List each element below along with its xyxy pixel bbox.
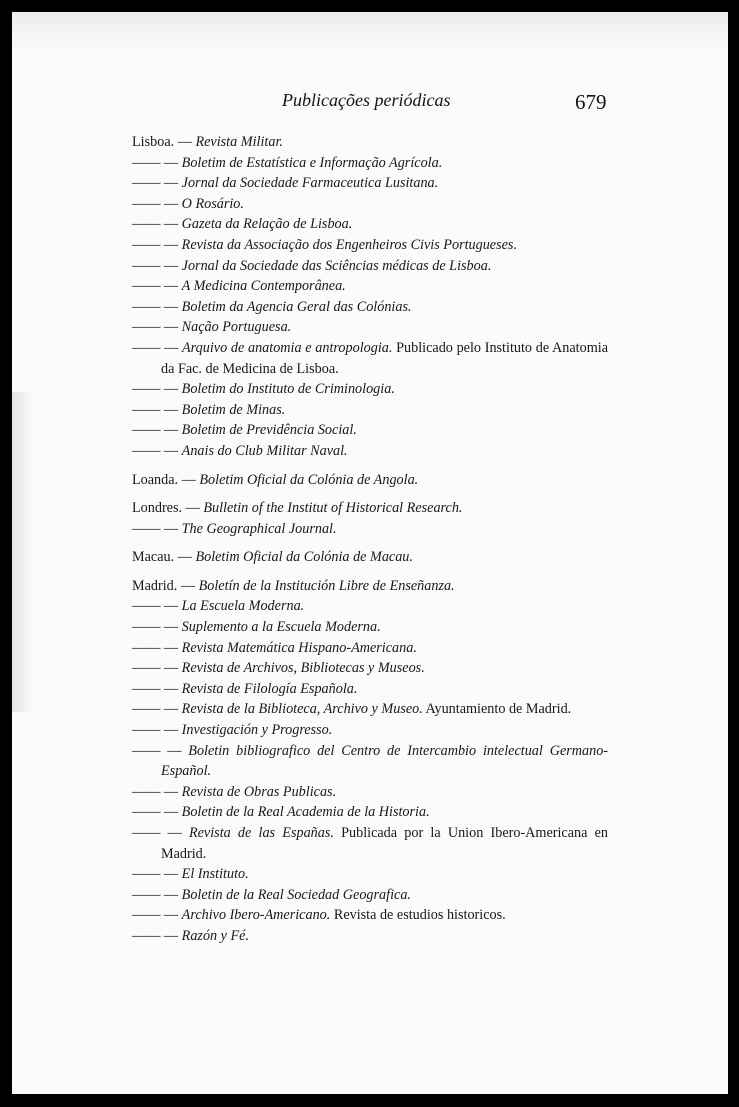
page-number: 679: [575, 90, 607, 114]
list-item: [132, 498, 608, 519]
entry-place: —— —: [132, 298, 182, 315]
entry-note: Ayuntamiento de Madrid.: [422, 701, 572, 718]
entry-title: Razón y Fé.: [181, 927, 250, 944]
list-item: [132, 400, 608, 421]
list-item: [132, 470, 608, 491]
entry-note: Publicado pelo Instituto de Anatomia da Fac. de Medicina de Lisboa.: [161, 339, 608, 377]
list-item: [132, 596, 608, 617]
list-item: [132, 276, 608, 297]
entry-title: Revista Matemática Hispano-Americana.: [181, 639, 417, 656]
list-item: [132, 679, 608, 700]
list-item: [132, 617, 608, 638]
entry-title: Suplemento a la Escuela Moderna.: [181, 619, 381, 636]
entry-place: —— —: [132, 319, 182, 336]
entry-title: Nação Portuguesa.: [181, 319, 292, 336]
list-item: [132, 214, 608, 235]
list-item: [132, 802, 608, 823]
entry-place: —— —: [132, 278, 182, 295]
list-item: [132, 720, 608, 741]
entry-title: Arquivo de anatomia e antropologia.: [181, 339, 393, 356]
list-item: [132, 153, 608, 174]
entry-place: —— —: [132, 216, 182, 233]
running-title: Publicações periódicas: [282, 90, 451, 110]
list-item: [132, 699, 608, 720]
entry-place: Londres. —: [132, 500, 204, 517]
entry-title: La Escuela Moderna.: [181, 598, 305, 615]
list-item: [132, 297, 608, 318]
entry-title: Anais do Club Militar Naval.: [181, 442, 348, 459]
entry-title: Boletim de Previdência Social.: [181, 422, 357, 439]
entry-title: Revista de Filología Española.: [181, 680, 358, 697]
entry-title: Revista da Associação dos Engenheiros Civis Portugueses.: [181, 236, 517, 253]
entry-note: Publicada por la Union Ibero-Americana en Madrid.: [161, 825, 608, 862]
list-item: [132, 420, 608, 441]
entry-title: Revista de las Españas.: [188, 825, 334, 841]
entry-place: —— —: [132, 660, 182, 677]
entry-title: Boletim de Estatística e Informação Agrícola.: [181, 154, 443, 171]
entry-title: Boletim Oficial da Colónia de Angola.: [199, 471, 419, 488]
entry-place: —— —: [132, 619, 182, 636]
entry-place: —— —: [132, 701, 182, 718]
list-item: [132, 317, 608, 338]
entry-title: Boletim de Minas.: [181, 401, 286, 418]
entry-note: Revista de estudios historicos.: [330, 907, 506, 924]
entry-title: Boletim do Instituto de Criminologia.: [181, 381, 395, 398]
entry-place: —— —: [132, 804, 182, 821]
list-item: [132, 741, 608, 782]
periodicals-list: [132, 132, 608, 947]
entry-place: —— —: [132, 520, 182, 537]
entry-place: —— —: [132, 236, 182, 253]
entry-place: —— —: [132, 422, 182, 439]
entry-title: Bulletin of the Institut of Historical Research.: [203, 500, 463, 517]
entry-place: —— —: [132, 825, 189, 841]
entry-place: —— —: [132, 680, 182, 697]
entry-place: Lisboa. —: [132, 134, 196, 150]
list-item: [132, 658, 608, 679]
entry-title: Archivo Ibero-Americano.: [181, 907, 331, 924]
entry-title: A Medicina Contemporânea.: [181, 278, 346, 295]
list-item: [132, 885, 608, 906]
entry-title: Boletim Oficial da Colónia de Macau.: [195, 549, 413, 566]
entry-place: —— —: [132, 339, 182, 356]
entry-place: —— —: [132, 175, 182, 192]
scan-smudge: [12, 392, 34, 712]
list-item: [132, 379, 608, 400]
entry-title: Revista de Obras Publicas.: [181, 783, 337, 800]
entry-title: Revista de Archivos, Bibliotecas y Museos.: [181, 660, 425, 677]
entry-place: Loanda. —: [132, 471, 200, 488]
entry-place: —— —: [132, 742, 189, 759]
entry-title: Boletin de la Real Sociedad Geografica.: [181, 886, 411, 903]
entry-place: —— —: [132, 927, 182, 944]
entry-title: The Geographical Journal.: [181, 520, 337, 537]
list-item: [132, 576, 608, 597]
entry-title: Investigación y Progresso.: [181, 722, 333, 739]
list-item: [132, 905, 608, 926]
entry-place: —— —: [132, 722, 182, 739]
list-item: [132, 782, 608, 803]
entry-title: Boletim da Agencia Geral das Colónias.: [181, 298, 412, 315]
list-item: [132, 864, 608, 885]
list-item: [132, 441, 608, 462]
entry-place: —— —: [132, 257, 182, 274]
entry-place: —— —: [132, 442, 182, 459]
entry-title: Gazeta da Relação de Lisboa.: [181, 216, 353, 233]
entry-place: —— —: [132, 381, 182, 398]
list-item: [132, 638, 608, 659]
entry-place: —— —: [132, 154, 182, 171]
entry-title: Revista de la Biblioteca, Archivo y Museo.: [181, 701, 423, 718]
entry-title: Boletin de la Real Academia de la Historia.: [181, 804, 430, 821]
entry-place: —— —: [132, 598, 182, 615]
entry-title: El Instituto.: [181, 866, 249, 883]
entry-place: —— —: [132, 886, 182, 903]
entry-place: Macau. —: [132, 549, 196, 566]
scanned-page: [12, 12, 728, 1094]
list-item: [132, 235, 608, 256]
list-item: [132, 132, 608, 153]
entry-title: Boletin bibliografico del Centro de Intercambio intelectual Germano-Español.: [161, 742, 609, 780]
entry-place: —— —: [132, 783, 182, 800]
entry-title: Revista Militar.: [195, 134, 283, 150]
list-item: [132, 926, 608, 947]
entry-place: —— —: [132, 866, 182, 883]
entry-title: Boletín de la Institución Libre de Enseñanza.: [198, 577, 455, 594]
list-item: [132, 823, 608, 864]
list-item: [132, 256, 608, 277]
list-item: [132, 173, 608, 194]
entry-title: Jornal da Sociedade Farmaceutica Lusitana.: [181, 175, 439, 192]
entry-place: —— —: [132, 195, 182, 212]
list-item: [132, 194, 608, 215]
list-item: [132, 547, 608, 568]
entry-place: —— —: [132, 639, 182, 656]
entry-title: O Rosário.: [181, 195, 244, 212]
entry-place: Madrid. —: [132, 577, 199, 594]
list-item: [132, 338, 608, 379]
list-item: [132, 519, 608, 540]
entry-place: —— —: [132, 907, 182, 924]
scan-shadow: [12, 12, 728, 52]
entry-place: —— —: [132, 401, 182, 418]
entry-title: Jornal da Sociedade das Sciências médicas de Lisboa.: [181, 257, 492, 274]
